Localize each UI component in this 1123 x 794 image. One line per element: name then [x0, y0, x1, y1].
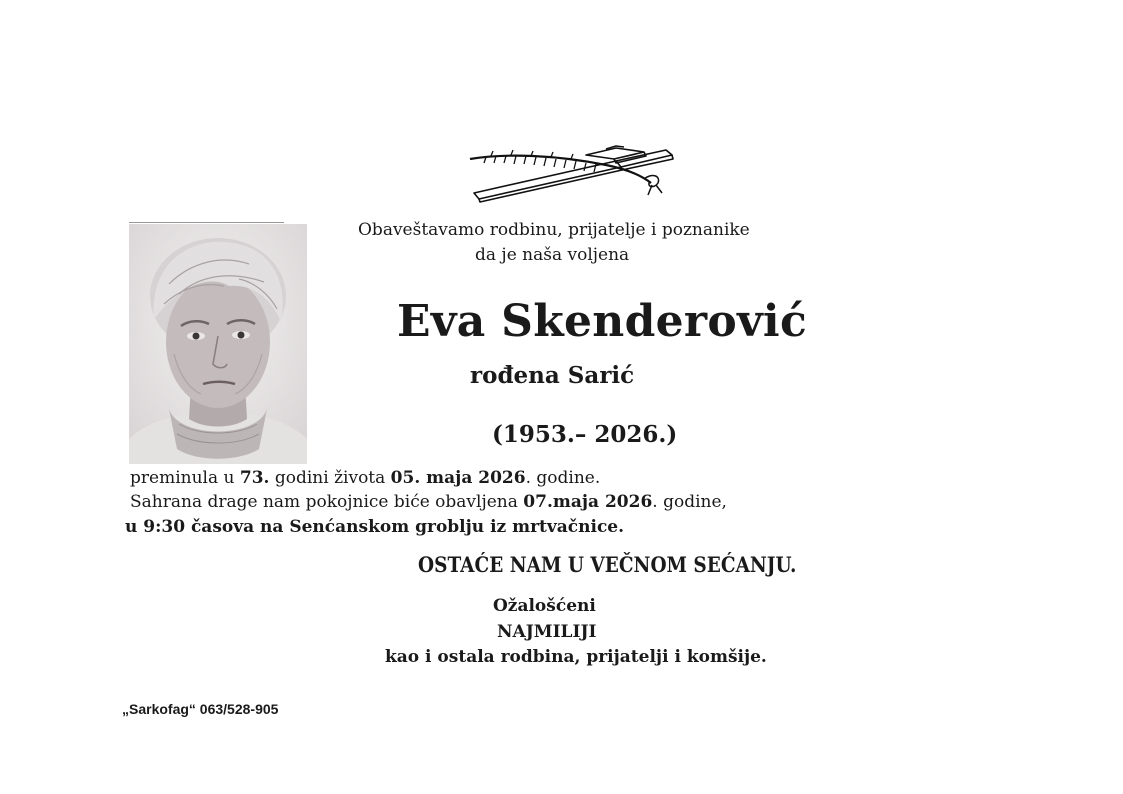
age-value: 73.	[239, 468, 270, 488]
signature-line-2: NAJMILIJI	[497, 622, 597, 642]
funeral-time-place: u 9:30 časova na Senćanskom groblju iz mrtvačnice.	[125, 517, 625, 537]
life-years: (1953.– 2026.)	[492, 421, 678, 448]
photo-top-line	[129, 222, 284, 223]
funeral-home-contact: „Sarkofag“ 063/528-905	[122, 701, 279, 717]
cross-with-palm-icon	[466, 143, 680, 203]
death-date: 05. maja 2026	[390, 468, 526, 488]
signature-line-1: Ožalošćeni	[493, 596, 596, 616]
deceased-name: Eva Skenderović	[397, 296, 808, 347]
intro-line-2: da je naša voljena	[475, 245, 630, 265]
death-text-pre: preminula u	[130, 468, 240, 488]
signature-line-3: kao i ostala rodbina, prijatelji i komšije.	[385, 647, 767, 667]
funeral-text-pre: Sahrana drage nam pokojnice biće obavljena	[130, 492, 524, 512]
portrait-photo	[129, 224, 307, 464]
funeral-date: 07.maja 2026	[523, 492, 653, 512]
death-text-post: . godine.	[525, 468, 601, 488]
maiden-name: rođena Sarić	[470, 362, 635, 389]
death-details-line	[130, 468, 600, 488]
memory-statement: OSTAĆE NAM U VEČNOM SEĆANJU.	[418, 552, 797, 577]
funeral-details-line	[130, 492, 727, 512]
intro-line-1: Obaveštavamo rodbinu, prijatelje i poznanike	[358, 220, 750, 240]
funeral-text-post: . godine,	[652, 492, 727, 512]
death-text-mid: godini života	[269, 468, 391, 488]
